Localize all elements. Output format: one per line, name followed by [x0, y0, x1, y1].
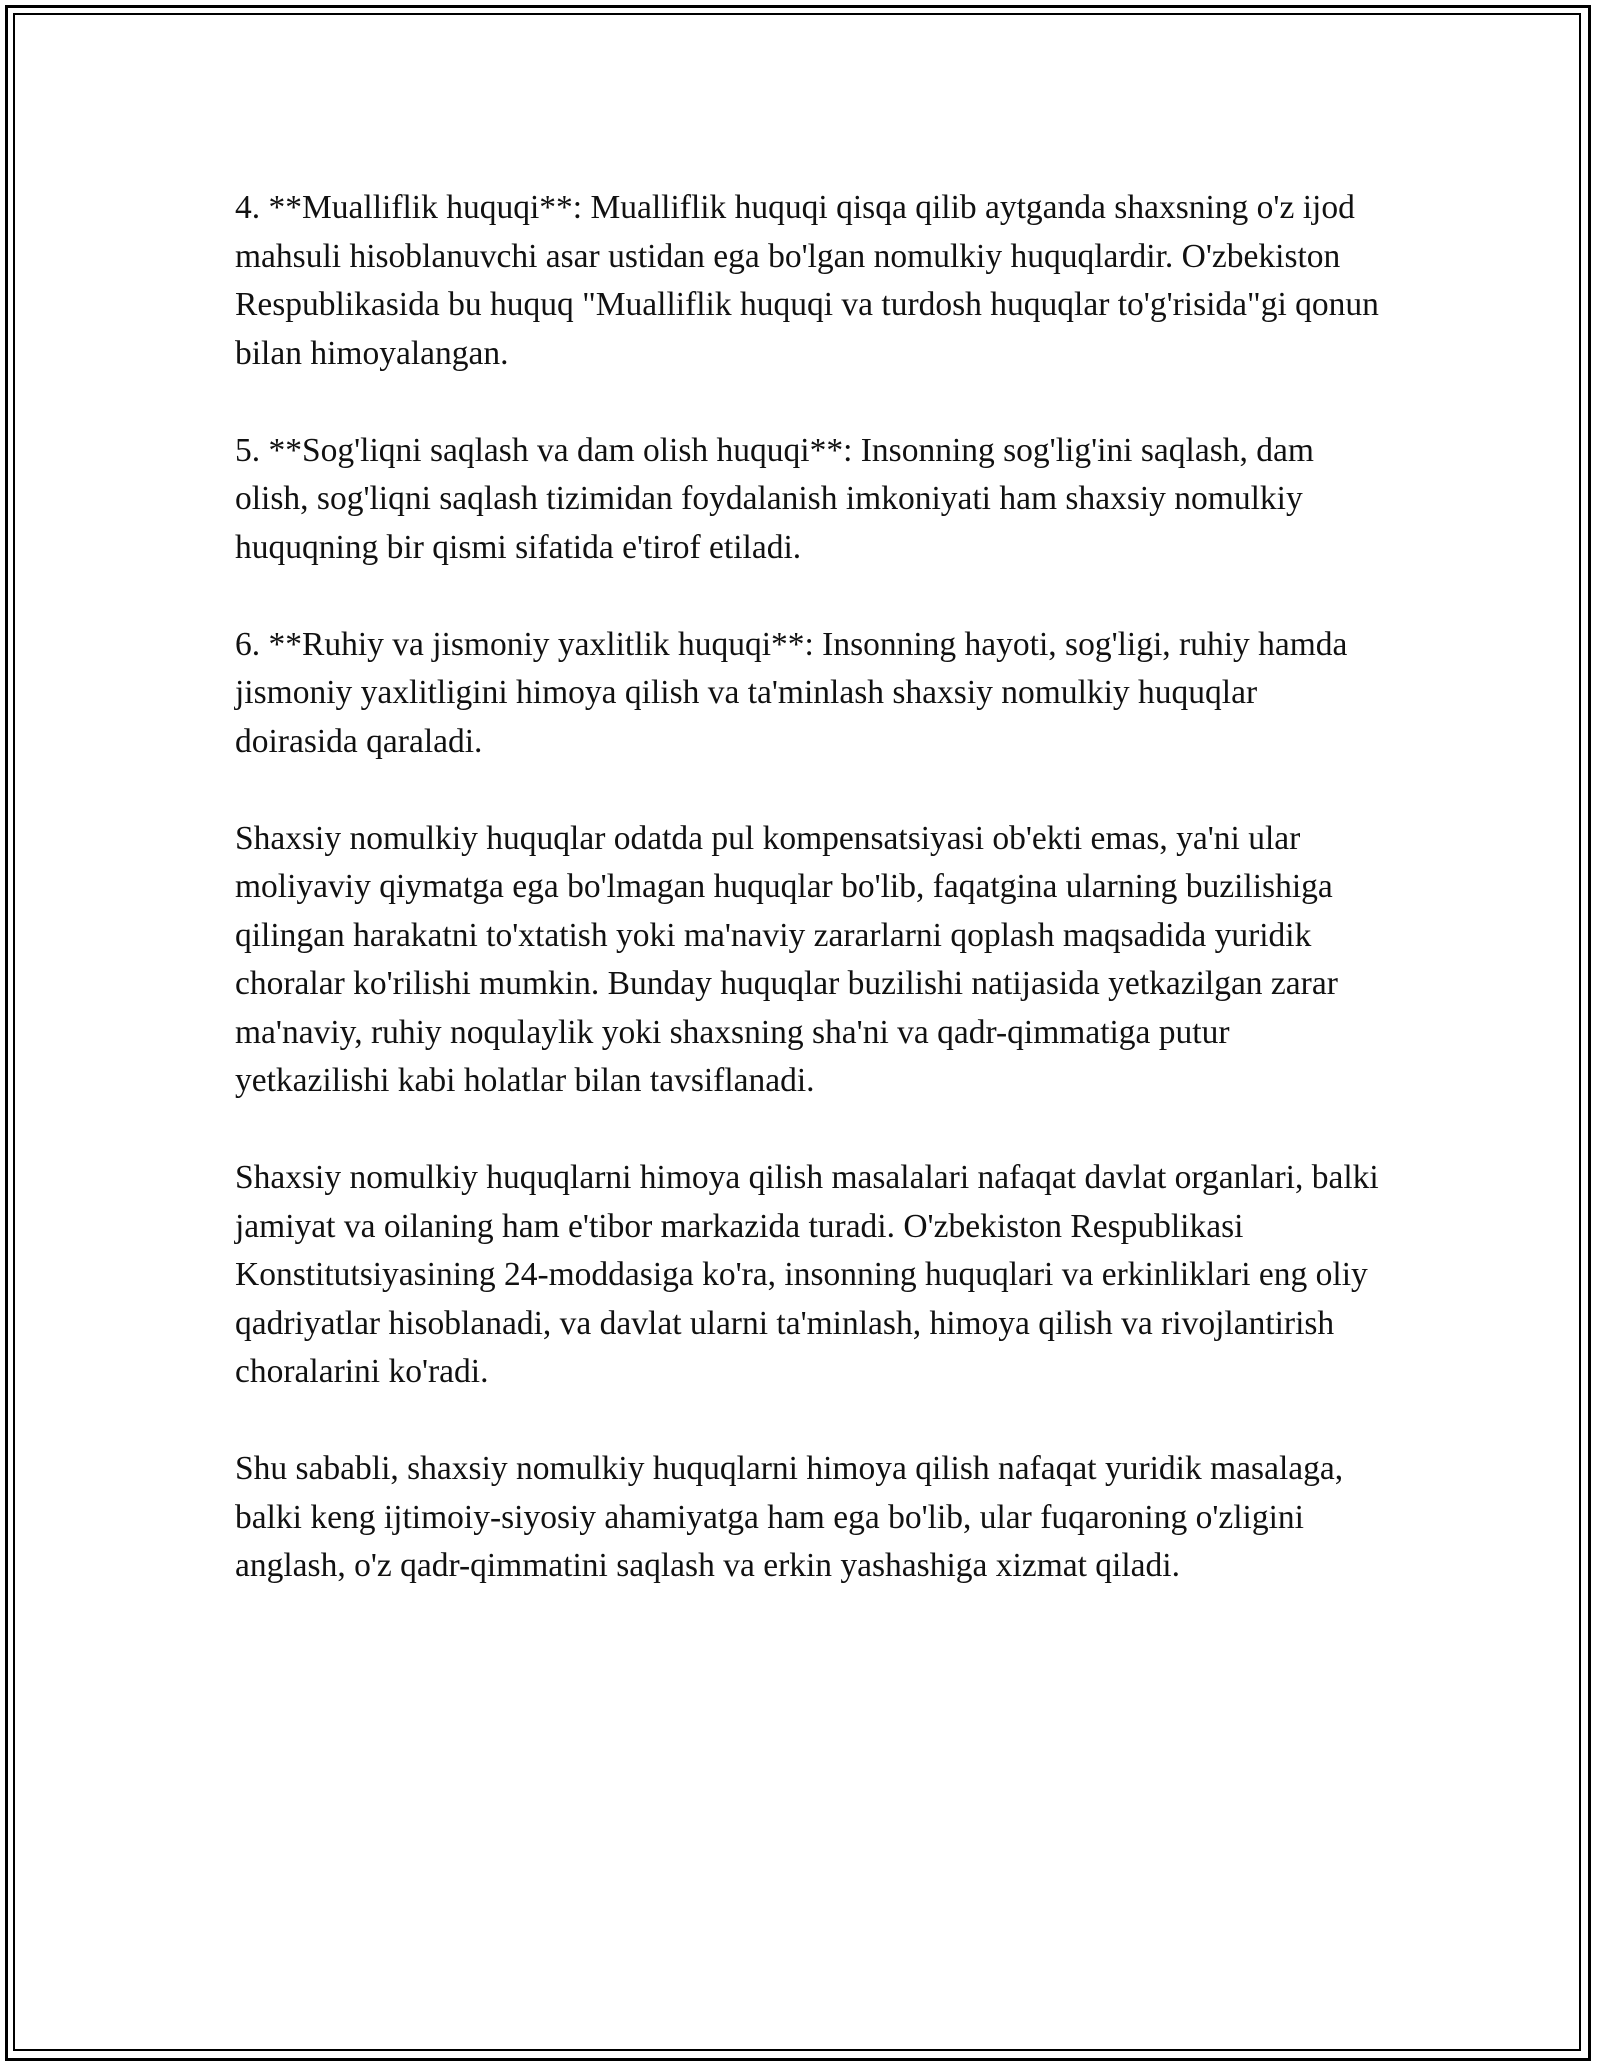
paragraph-conclusion: Shu sababli, shaxsiy nomulkiy huquqlarni himoya qilish nafaqat yuridik masalaga, balki keng ijtimoiy-siyosiy ahamiyatga ham ega bo'lib, ular fuqaroning o'zligini anglash, o'z qadr-qimmatini saqlash va erkin yashashiga xizmat qiladi.	[235, 1450, 1344, 1584]
paragraph-protection: Shaxsiy nomulkiy huquqlarni himoya qilish masalalari nafaqat davlat organlari, balki jamiyat va oilaning ham e'tibor markazida turadi. O'zbekiston Respublikasi Konstitutsiyasining 24-moddasiga ko'ra, insonning huquqlari va erkinliklari eng oliy qadriyatlar hisoblanadi, va davlat ularni ta'minlash, himoya qilish va rivojlantirish choralarini ko'radi.	[235, 1159, 1379, 1390]
document-body	[235, 184, 1380, 1639]
paragraph-integrity-right: 6. **Ruhiy va jismoniy yaxlitlik huquqi**: Insonning hayoti, sog'ligi, ruhiy hamda jismoniy yaxlitligini himoya qilish va ta'minlash shaxsiy nomulkiy huquqlar doirasida qaraladi.	[235, 625, 1348, 760]
paragraph-compensation: Shaxsiy nomulkiy huquqlar odatda pul kompensatsiyasi ob'ekti emas, ya'ni ular moliyaviy qiymatga ega bo'lmagan huquqlar bo'lib, faqatgina ularning buzilishiga qilingan harakatni to'xtatish yoki ma'naviy zararlarni qoplash maqsadida yuridik choralar ko'rilishi mumkin. Bunday huquqlar buzilishi natijasida yetkazilgan zarar ma'naviy, ruhiy noqulaylik yoki shaxsning sha'ni va qadr-qimmatiga putur yetkazilishi kabi holatlar bilan tavsiflanadi.	[235, 819, 1338, 1099]
paragraph-health-rest-right: 5. **Sog'liqni saqlash va dam olish huquqi**: Insonning sog'lig'ini saqlash, dam olish, sog'liqni saqlash tizimidan foydalanish imkoniyati ham shaxsiy nomulkiy huquqning bir qismi sifatida e'tirof etiladi.	[235, 431, 1314, 566]
paragraph-copyright-right: 4. **Mualliflik huquqi**: Mualliflik huquqi qisqa qilib aytganda shaxsning o'z ijod mahsuli hisoblanuvchi asar ustidan ega bo'lgan nomulkiy huquqlardir. O'zbekiston Respublikasida bu huquq "Mualliflik huquqi va turdosh huquqlar to'g'risida"gi qonun bilan himoyalangan.	[235, 189, 1379, 372]
